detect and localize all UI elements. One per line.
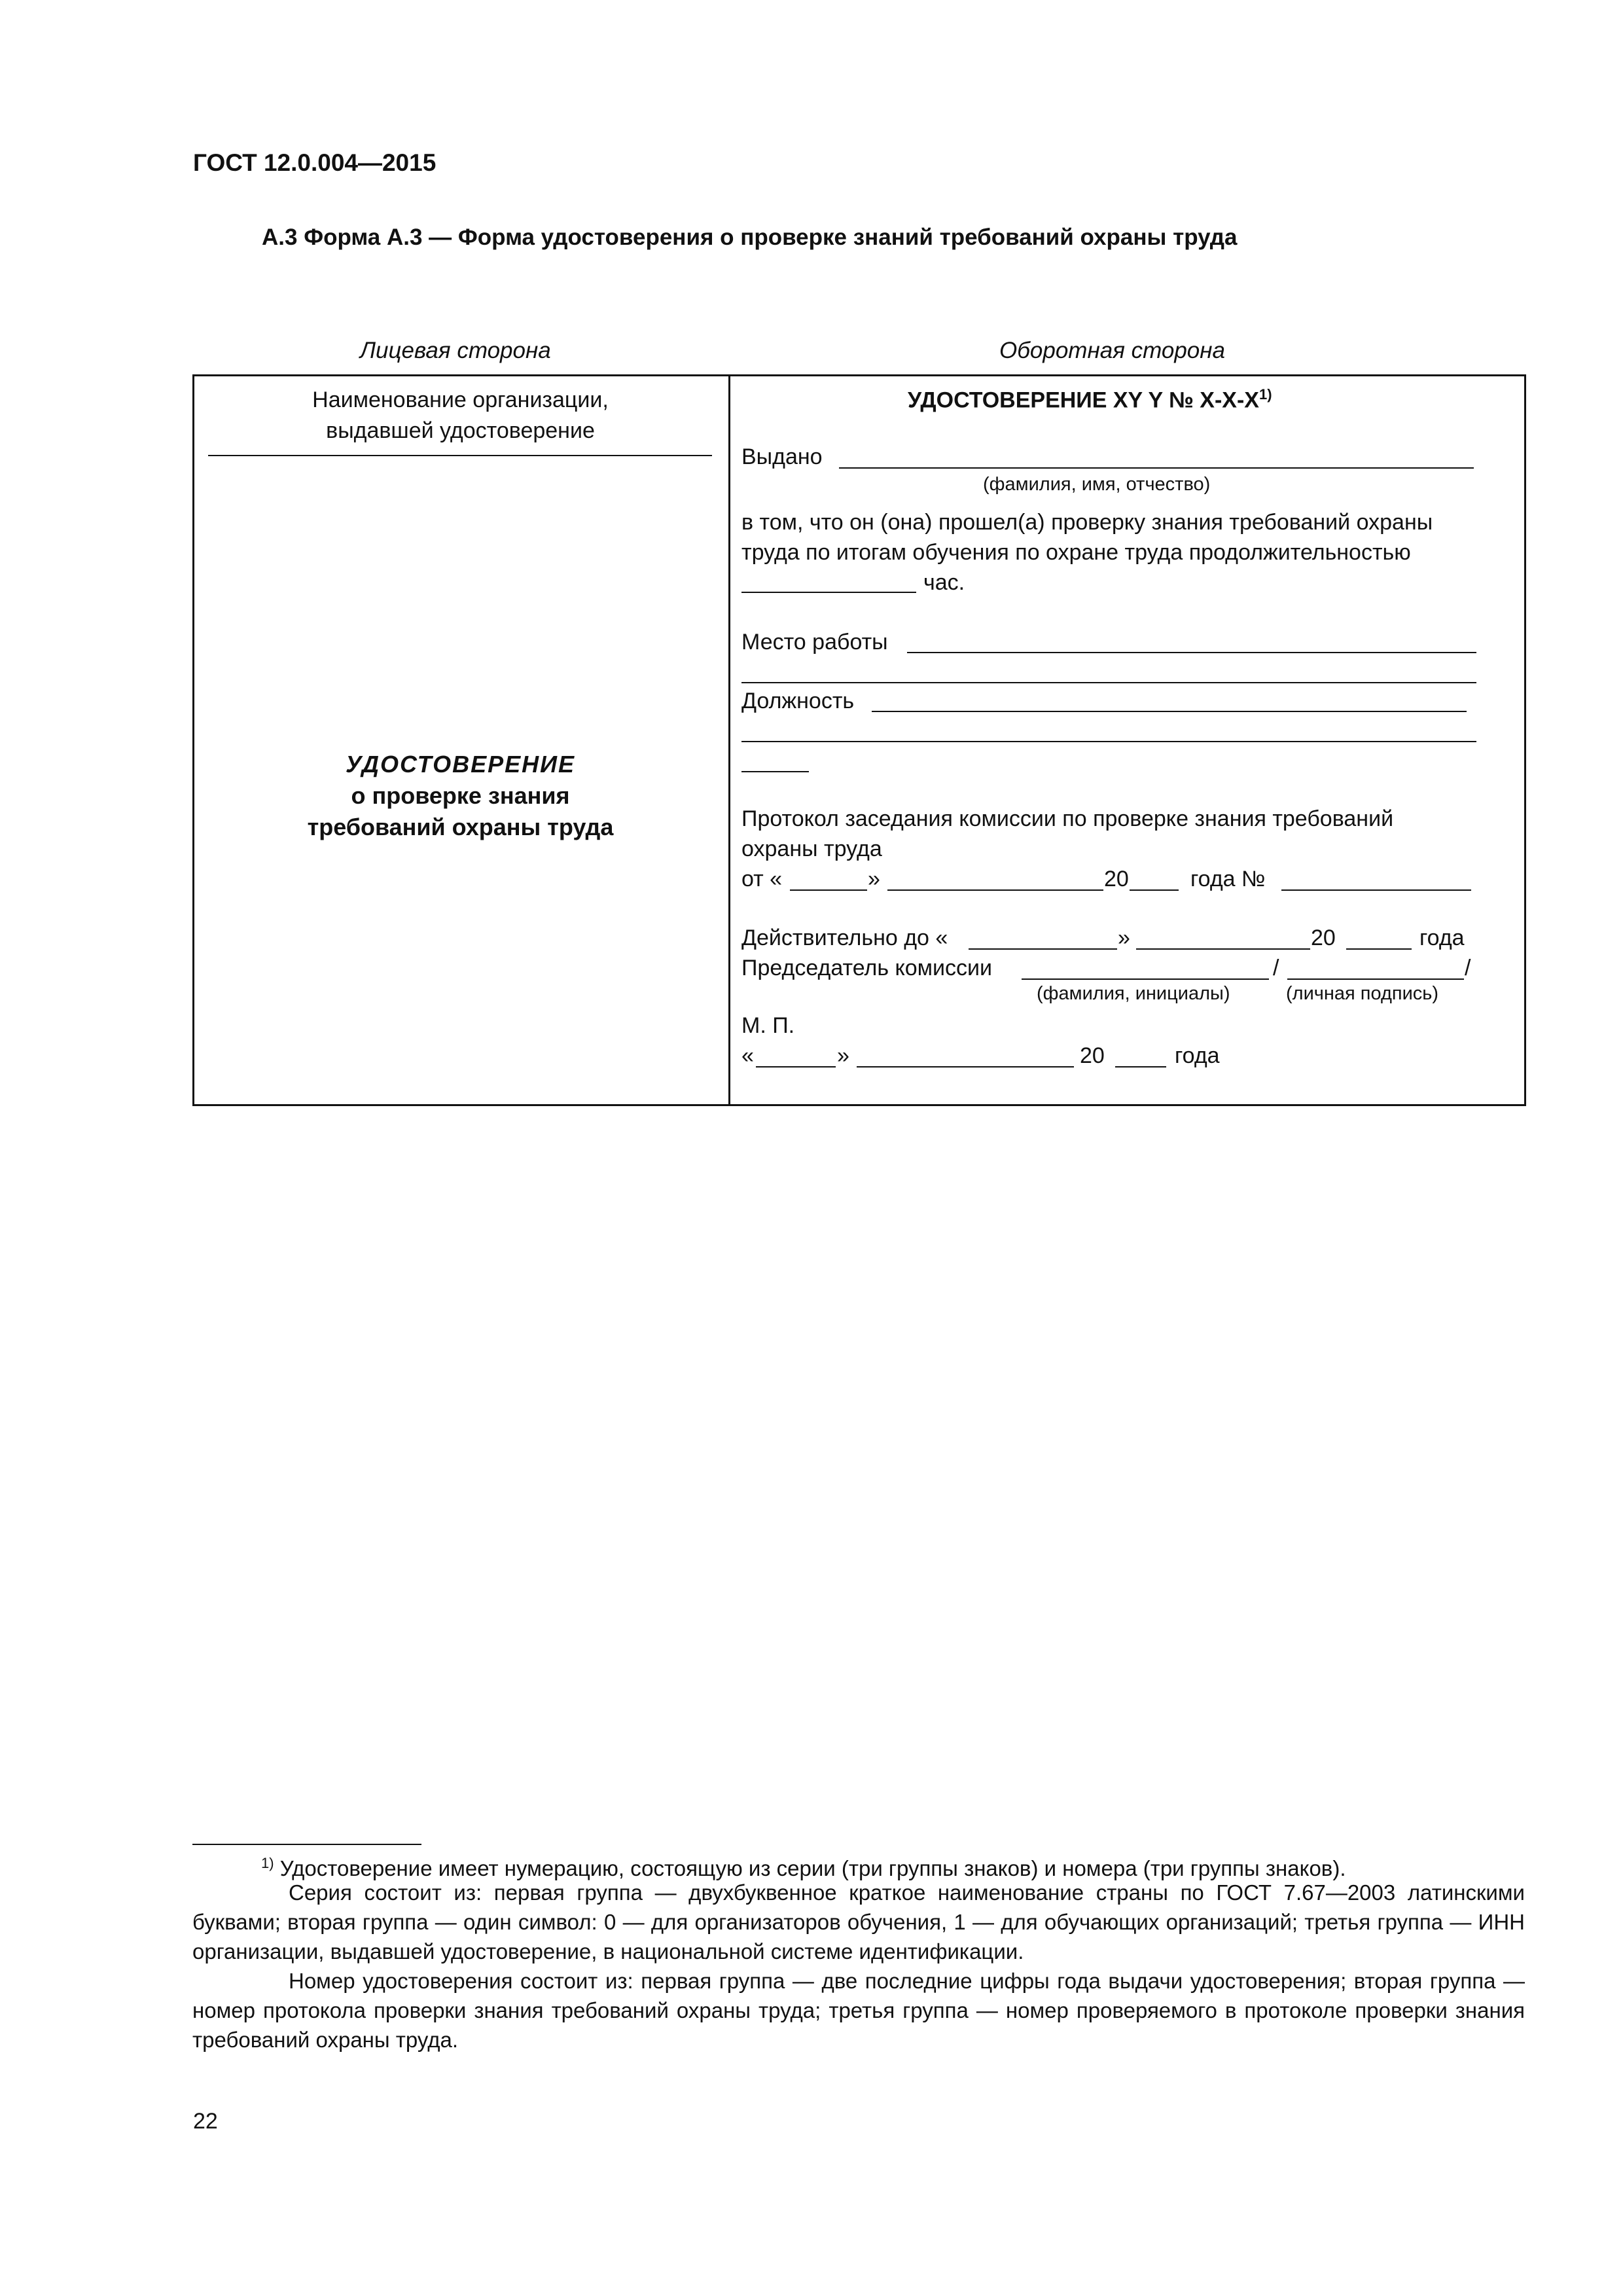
valid-year-suffix: года: [1419, 925, 1465, 950]
valid-until-label: Действительно до «: [741, 925, 948, 950]
org-line-2: выдавшей удостоверение: [326, 418, 595, 443]
chairman-label: Председатель комиссии: [741, 956, 992, 980]
chairman-name-line: [1022, 978, 1269, 980]
hours-suffix: час.: [923, 570, 965, 595]
position-line-3: [741, 771, 809, 772]
front-title-line-1: УДОСТОВЕРЕНИЕ: [345, 751, 576, 778]
document-header: ГОСТ 12.0.004—2015: [193, 149, 437, 176]
hours-line: [741, 592, 916, 593]
position-line-1: [872, 711, 1467, 712]
footnote-text-1: Удостоверение имеет нумерацию, состоящую из серии (три группы знаков) и номера (три группы знаков).: [279, 1856, 1346, 1880]
passed-line-2: труда по итогам обучения по охране труда продолжительностью: [741, 540, 1411, 565]
protocol-line-2: охраны труда: [741, 836, 882, 861]
footnote-marker: 1): [261, 1855, 274, 1871]
org-line-1: Наименование организации,: [312, 387, 609, 412]
section-title: А.3 Форма А.3 — Форма удостоверения о проверке знаний требований охраны труда: [262, 224, 1238, 250]
protocol-year-prefix: 20: [1104, 867, 1129, 891]
title-footnote-marker: 1): [1258, 386, 1272, 403]
protocol-line-1: Протокол заседания комиссии по проверке знания требований: [741, 806, 1394, 831]
chairman-signature-line: [1287, 978, 1464, 980]
date-quote-close: »: [837, 1043, 849, 1068]
protocol-quote-close: »: [868, 867, 880, 891]
date-year-suffix: года: [1175, 1043, 1220, 1068]
footnote-paragraph-3: Номер удостоверения состоит из: первая группа — две последние цифры года выдачи удостоверения; вторая группа — номер протокола проверки знания требований охраны труда; третья группа — номер проверяемого в протоколе проверки знания требований охраны труда.: [192, 1969, 1525, 2052]
front-certificate-title: [194, 749, 726, 843]
position-label: Должность: [741, 689, 855, 713]
front-title-line-2: о проверке знания: [351, 782, 570, 809]
caption-name: (фамилия, инициалы): [1037, 983, 1230, 1004]
date-month-line: [857, 1066, 1074, 1067]
chairman-slash-1: /: [1273, 956, 1279, 980]
protocol-day-line: [790, 889, 867, 891]
certificate-divider: [728, 374, 730, 1106]
issued-label: Выдано: [741, 444, 823, 469]
stamp-label: М. П.: [741, 1013, 795, 1038]
protocol-year-suffix: года №: [1190, 867, 1266, 891]
workplace-label: Место работы: [741, 630, 888, 655]
date-day-line: [756, 1066, 836, 1067]
organization-underline: [208, 455, 712, 456]
chairman-slash-2: /: [1465, 956, 1471, 980]
back-title-text: УДОСТОВЕРЕНИЕ XY Y № X-X-X: [908, 387, 1259, 413]
workplace-line-2: [741, 682, 1476, 683]
position-line-2: [741, 741, 1476, 742]
date-year-prefix: 20: [1080, 1043, 1105, 1068]
protocol-number-line: [1281, 889, 1471, 891]
back-certificate-title: [908, 380, 1272, 415]
protocol-from-label: от «: [741, 867, 783, 891]
passed-line-1: в том, что он (она) прошел(а) проверку знания требований охраны: [741, 510, 1433, 535]
valid-day-line: [969, 948, 1117, 950]
issued-caption: (фамилия, имя, отчество): [983, 474, 1211, 495]
front-side-label: Лицевая сторона: [360, 338, 551, 363]
front-organization-label: [194, 385, 726, 446]
valid-quote-close: »: [1118, 925, 1130, 950]
issued-name-line: [839, 467, 1474, 469]
back-side-label: Оборотная сторона: [999, 338, 1225, 363]
page-number: 22: [193, 2109, 218, 2134]
date-quote-open: «: [741, 1043, 754, 1068]
footnote-rule: [192, 1844, 421, 1845]
valid-month-line: [1136, 948, 1310, 950]
caption-signature: (личная подпись): [1286, 983, 1439, 1004]
valid-year-prefix: 20: [1311, 925, 1336, 950]
date-year-line: [1115, 1066, 1166, 1067]
protocol-year-line: [1130, 889, 1179, 891]
valid-year-line: [1346, 948, 1412, 950]
protocol-month-line: [887, 889, 1103, 891]
workplace-line-1: [907, 652, 1476, 653]
footnote-paragraph-2: Серия состоит из: первая группа — двухбуквенное краткое наименование страны по ГОСТ 7.67—2003 латинскими буквами; вторая группа — один символ: 0 — для организаторов обучения, 1 — для обучающих организаций; третья группа — ИНН организации, выдавшей удостоверение, в национальной системе идентификации.: [192, 1880, 1525, 1964]
front-title-line-3: требований охраны труда: [307, 814, 614, 840]
